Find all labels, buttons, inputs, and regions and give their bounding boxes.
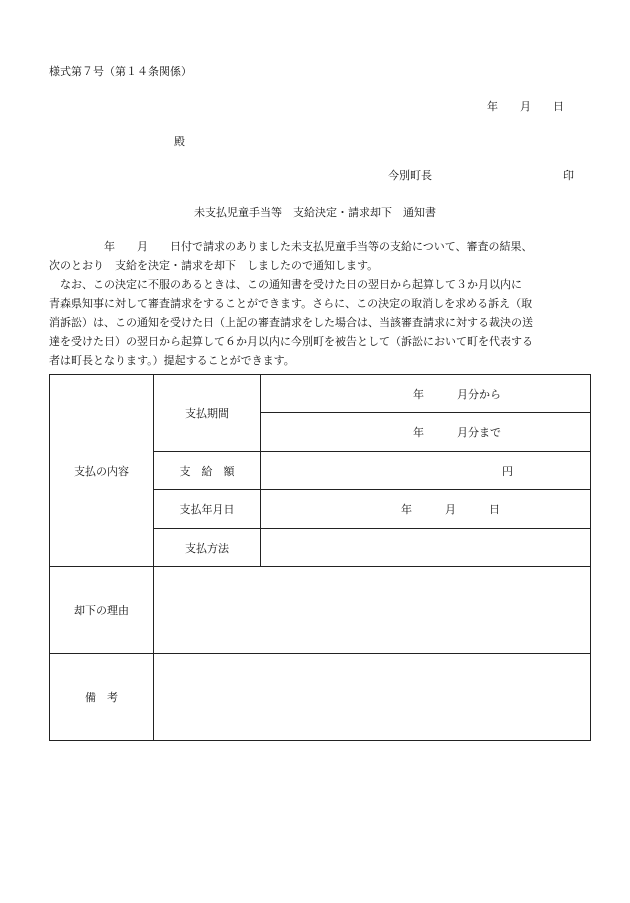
- period-label: 支払期間: [154, 375, 261, 452]
- body-line: 消訴訟）は、この通知を受けた日（上記の審査請求をした場合は、当該審査請求に対する裁決の送: [49, 316, 533, 329]
- body-line: なお、この決定に不服のあるときは、この通知書を受けた日の翌日から起算して３か月以内に: [49, 278, 522, 291]
- period-from-field[interactable]: 年 月分から: [261, 375, 591, 413]
- payment-date-label: 支払年月日: [154, 490, 261, 529]
- section-payment-label: 支払の内容: [50, 375, 154, 567]
- seal-mark: 印: [563, 169, 574, 182]
- payment-date-field[interactable]: 年 月 日: [261, 490, 591, 529]
- amount-field[interactable]: 円: [261, 452, 591, 490]
- payment-table: [49, 374, 591, 741]
- document-title: 未支払児童手当等 支給決定・請求却下 通知書: [194, 206, 436, 219]
- payment-method-label: 支払方法: [154, 529, 261, 567]
- body-line: 次のとおり 支給を決定・請求を却下 しましたので通知します。: [49, 259, 379, 272]
- body-line: 達を受けた日）の翌日から起算して６か月以内に今別町を被告として（訴訟において町を代表する: [49, 335, 533, 348]
- body-text: [49, 237, 589, 370]
- remarks-field[interactable]: [154, 654, 591, 741]
- body-line: 青森県知事に対して審査請求をすることができます。さらに、この決定の取消しを求める訴え（取: [49, 297, 533, 310]
- addressee-suffix: 殿: [174, 135, 185, 148]
- amount-label: 支 給 額: [154, 452, 261, 490]
- body-line: 年 月 日付で請求のありました未支払児童手当等の支給について、審査の結果、: [49, 240, 533, 253]
- form-number: 様式第７号（第１４条関係）: [49, 65, 192, 78]
- issuer-name: 今別町長: [388, 169, 432, 182]
- payment-method-field[interactable]: [261, 529, 591, 567]
- remarks-label: 備 考: [50, 654, 154, 741]
- issue-date: 年 月 日: [487, 100, 564, 113]
- body-line: 者は町長となります。）提起することができます。: [49, 354, 295, 367]
- period-to-field[interactable]: 年 月分まで: [261, 413, 591, 452]
- rejection-reason-label: 却下の理由: [50, 567, 154, 654]
- rejection-reason-field[interactable]: [154, 567, 591, 654]
